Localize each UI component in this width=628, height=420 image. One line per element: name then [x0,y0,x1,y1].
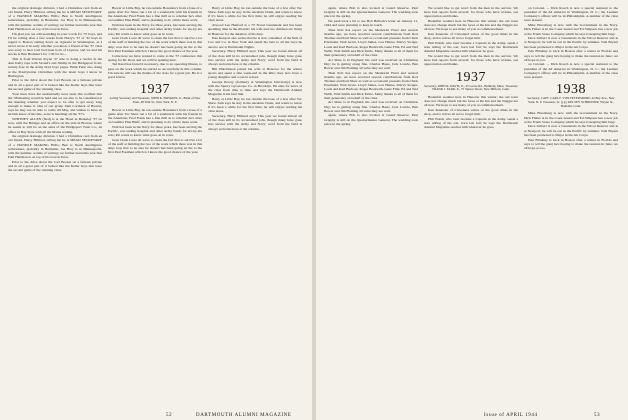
class-heading [108,83,202,105]
paragraph: Bill Hutchinson joined his wife at Hanover for the winter sports and spent a fine week-end in the hills; they now have a young daughter and a son in school. [208,66,302,79]
paragraph: Art Shaw is in England; his card was received on Christmas Day; he is getting along fine. Charles Bates, Jack Lowrie, Ben Bower and Jim Fleming all write they are well. [324,57,418,70]
paragraph: We push back a bit to see Bob Bullock's letter on January 11, 1944 and were planning to keep in touch. [324,19,418,28]
left-page [0,0,312,420]
paragraph: Mike Ehrenberg is now with the Government in the Navy. Dick Fisher is in the Coast Guard and Ed Simpson has a new job at the Frank Stone Company which he says is keeping him busy. [524,23,618,36]
paragraph: Pete Brinkley is back in Boston after a winter in Florida and says to tell the gang he's hoping to make the reunion in June; we all hope so too. [524,137,618,150]
paragraph: Pete Kenyon also writes that he is now a member of the firm of Coe and Co. in New York and sends his best to all the boys he used to see at Dartmouth Nights. [208,36,302,49]
page-number: 52 [166,413,173,418]
class-officers: Secretary, JOHN R. DAVIS, Jr., 35 Grove Rd., Belmont, Mass. Treasurer, FRANK J. FARR, Jr., 75 Spruce Street, New Milford, Conn. [424,83,518,92]
paragraph: Goin Clark Lowe all we're to clean the fact that to survive a lot of the staff at building the two of the work which there was in this ship; now that to be sure he doesn't has been going an the to the first Paul Eastman which is I know the good chance of the year. [108,137,202,155]
paragraph: again, where Bob is also located at Guard Reserve. Paul Grigsby is still on the Quartermaster General. The wedding took place in the spring. [324,6,418,19]
paragraph: Secretary, Harry Hilliard says: This year we found almost all of the class still in its accustomed jobs, though many have gone into service with the Army and Navy; word from the field is always welcome here at the column. [208,49,302,66]
class-heading [424,71,518,93]
paragraph: again, where Bob is also located at Guard Reserve. Paul Grigsby is still on the Quartermaster General. The wedding took place in the spring. [324,113,418,126]
right-column-3 [524,6,618,406]
paragraph: Secretary, Harry Hilliard says: This year we found almost all of the class still in its accustomed jobs, though many have gone into service with the Army and Navy; word from the field is always welcome here at the column. [208,114,302,131]
paragraph: Prior to the drive about the Carl Boston on a famous private and in all a great part of it looked like the Keller boys that were the second game of the winning class. [8,78,102,91]
paragraph: We would like to get word from the men in the service. We have had reports from several; for those who have written, our appreciation and thanks. [424,54,518,67]
paragraph: Ted Reed has found it necessary, due to an operating illness, to pass on the work which he started so successfully in this column. I'm sure he will see the thanks of the class for a great job. He is a good fellow. [108,62,202,79]
class-heading [524,83,618,108]
paragraph: Alwood Lee Hanford is a '37 Naval Lieutenant and has been spending time in the Atlantic; his wife and two children are living in Hanover for the duration of his duty. [208,23,302,36]
right-page [316,0,628,420]
paragraph: Beautiful weather here in Hanover this winter; the old town does not change much but the faces at the Inn and the Nugget are all new. We hope to see many of you at commencement. [424,19,518,32]
page-number: 53 [594,413,601,418]
running-title: DARTMOUTH ALUMNI MAGAZINE [196,413,292,418]
paragraph: the original drainage division. I had a Christmas card from an old friend, Harry Hilliard, telling me he is MEAD SECRETARY of a HANDLE MAKING HOG; Ben is North intelligence somewhere, probably in Bermuda. Joe Bray is in Minneapolis, with the number, at time of writing; we further learn this year that Paul Hartman is on top of his boat in Peru. [8,134,102,160]
left-column-1 [8,6,102,406]
running-title: Issue of APRIL 1944 [484,413,538,418]
paragraph: Beautiful weather here in Hanover this winter; the old town does not change much but the faces at the Inn and the Nugget are all new. We hope to see many of you at commencement. [424,95,518,108]
paragraph: Ken Kuensler of Cleveland writes of the good times in the shop, and to tell us all not to forget him. [424,108,518,117]
paragraph: I'm glad you are still pounding in your words for '37 boys, and I'll be calling after a few weeks from Harry's '37 of '32 boys in regard to Boston cutting down on cigarette in Washington, as I never wrote it in early whether you know a friend of the '37 class was sorry to hear Carl had been born of Liquors, and we had his stocks at Ben Bremner's for 1:30 for its... [8,31,102,57]
paragraph: Barry at Little Bay, he ran outside the base of a few after Tac Shaw. Sam says he stay in the Aleutian Chain, and wants to know if it's been a while for the first time; he still enjoys reading his class notes. [208,6,302,23]
paragraph: Walt has been in the Navy for three years, has been serving the Pacific, was ending hospital and other Army bands for six-by-six eras; Pat wants to know what goes on in town. [108,124,202,138]
paragraph: Mike Ehrenberg is now with the Government in the Navy. Dick Fisher is in the Coast Guard and Ed Simpson has a new job at the Frank Stone Company which he says is keeping him busy. [524,111,618,124]
paragraph: WHITNEY ALLEN (Ned) is at the Hotel in Berkeley '37 on now, with the Bridges and an office on the side in Boston, where he seems to still be on the sales of the Bridgeport Trust Co., an office in Bay State with all the Maine trading. [8,117,102,134]
class-year: 1937 [456,69,486,85]
paragraph: Walt has been in the Navy for three years, has been serving the Pacific, was ending hospital and other Army bands for six-by-six eras; Pat wants to know what goes on in town. [108,23,202,36]
paragraph: Phil Walsh, who later became a Captain in the Army, sends a note telling of his son, born last fall; he says the Dartmouth Alumni Magazine reaches him wherever he goes. [424,117,518,130]
right-column-2 [424,6,518,406]
paragraph: Then Rob has report on the Memorial Fund and several months ago, we have received several contributions from Rod Thomas and Paul Shaw as well as occasional presents from Chick Pawlinski, Walt Grant, Lloyd James, Lou Hanna, Marvy Swiger, Louis and Karl Barbour, Roger Beckwith, Gene Flint, Ed and Ned Webb, Walt Smith and Dick Tuttle. Many thanks to all of them for their generosity on behalf of the class. [324,70,418,100]
paragraph: Barry at Little Bay, he ran outside the base of a few after Tac Shaw. Sam says he stay in the Aleutian Chain, and wants to know if it's been a while for the first time; he still enjoys reading his class notes. [208,96,302,114]
left-column-3 [208,6,302,406]
paragraph: Dave Gilbert is now a Lieutenant in the Naval Reserve and is at Newport; he will be out in the Pacific by summer. Tom Bryant has been promoted to Major in the Air Corps. [524,124,618,137]
paragraph: on Colonel. ... Dick Roach is now a special assistant to the president of the AT America in Washington, D. C.; the Leeman Company's offices will be in Philadelphia. A number of the class were present. [524,62,618,79]
paragraph: This is from Warren Payne '37 who is doing a twelve in the Ann Kelly tape with Stroud's and Jimmy in the Bridgeport front, twenty-four in the Army tired boys pages. Hank Fenn also doing at the Presbyterian Christmas with the latest boys I know in Burlington. [8,57,102,78]
paragraph: Then Rob has report on the Memorial Fund and several months ago, we have received several contributions from Rod Thomas and Paul Shaw as well as occasional presents from Chick Pawlinski, Walt Grant, Lloyd James, Lou Hanna, Marvy Swiger, Louis and Karl Barbour, Roger Beckwith, Gene Flint, Ed and Ned Webb, Walt Smith and Dick Tuttle. Many thanks to all of them for their generosity on behalf of the class. [324,27,418,57]
paragraph: Your lines have the undoubtedly have been this notified that the '38 meeting would be held and we are also to be considered at the meeting whether you expect to be able to get away long enough to make it. One of our group John Cormack of Boston, says he may not be able to come till May, and wishes to have us let him know of his line, as he is handling all the '37's. [8,91,102,117]
paragraph: We would like to get word from the men in the service. We have had reports from several; for those who have written, our appreciation and thanks. [424,6,518,19]
class-year: 1937 [140,82,170,98]
paragraph: Bower at Little Bay, he ran outside Honolulu's from a base of a game after Tac Shaw ran a bit of a sandstorm with his friends in the Aleutians; Fred Frank has a fine mill as to whether he's alive on Gunther Pine Bluff, and is planning to do a little more work. [108,6,202,23]
paragraph: Bower at Little Bay, he ran outside Honolulu's from a base of a game after Tac Shaw ran a bit of a sandstorm with his friends in the Aleutians; Fred Frank has a fine mill as to whether he's alive on Gunther Pine Bluff, and is planning to do a little more work. [108,107,202,125]
left-column-2 [108,6,202,406]
class-year: 1938 [556,82,586,98]
paragraph: Pete Brinkley is back in Boston after a winter in Florida and says to tell the gang he's hoping to make the reunion in June; we all hope so too. [524,49,618,62]
paragraph: George Rotary (formerly at Washington University) is now with the Sperry Gyroscope Co. in Brooklyn. He asks for news of the class from time to time and says the Dartmouth Alumni Magazine is his best link. [208,79,302,97]
paragraph: Ken Kuensler of Cleveland writes of the good times in the shop, and to tell us all not to forget him. [424,32,518,41]
class-officers: Acting Secretary and Treasurer, JOHN K. HOSKINS, Jr., Bank of New York, 48 Wall St., New York, N. Y. [109,96,201,104]
paragraph: Come here we have wanted to come to the '37 conference this spring for Dr. Rose and we will be spaking here. [108,53,202,62]
paragraph: the original drainage division. I had a Christmas card from an old friend, Harry Hilliard, telling me he is MEAD SECRETARY of a HANDLE MAKING HOG; Ben is North intelligence somewhere, probably in Bermuda. Joe Bray is in Minneapolis, with the number, at time of writing; we further learn this year that Paul Hartman is on top of his boat in Peru. [8,6,102,31]
paragraph: Phil Walsh, who later became a Captain in the Army, sends a note telling of his son, born last fall; he says the Dartmouth Alumni Magazine reaches him wherever he goes. [424,41,518,54]
paragraph: Art Shaw is in England; his card was received on Christmas Day; he is getting along fine. Charles Bates, Jack Lowrie, Ben Bower and Jim Fleming all write they are well. [324,100,418,113]
paragraph: on Colonel. ... Dick Roach is now a special assistant to the president of the AT America in Washington, D. C.; the Leeman Company's offices will be in Philadelphia. A number of the class were present. [524,6,618,23]
class-officers: Secretary, CAPT. CARL F. VON PETERSDORF, 42 Bay Ave., New York, N. Y. Treasurer, Lt. (j.g.) KELSEY SCHREINER, Wayne St., Hamden, Conn. [527,96,615,108]
paragraph: Dave Gilbert is now a Lieutenant in the Naval Reserve and is at Newport; he will be out in the Pacific by summer. Tom Bryant has been promoted to Major in the Air Corps. [524,36,618,49]
paragraph: Prior to the drive about the Carl Boston on a famous private and in all a great part of it looked like the Keller boys that were the second game of the winning class. [8,159,102,173]
right-column-1 [324,6,418,406]
paragraph: Goin Clark Lowe all we're to clean the fact that to survive a lot of the staff at building the two of the work which there was in this ship; now that to be sure he doesn't has been going an the to the first Paul Eastman which is I know the good chance of the year. [108,36,202,53]
